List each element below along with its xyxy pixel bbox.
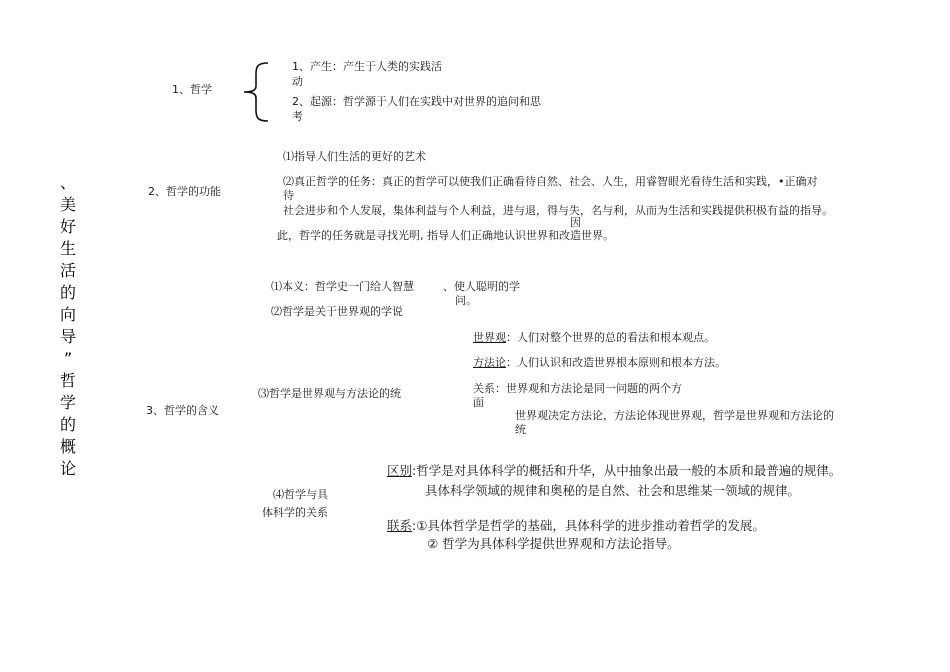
s2-item2-line3: 社会进步和个人发展，集体利益与个人利益，进与退，得与失，名与利，从而为生活和实践提供积极有益的指导。 (283, 204, 833, 217)
vertical-title-char: 导 (59, 327, 76, 346)
s3-item2: ⑵哲学是关于世界观的学说 (271, 305, 403, 318)
difference-line1 (387, 462, 841, 479)
methodology-text: ：人们认识和改造世界根本原则和根本方法。 (506, 356, 726, 369)
s2-item2-line4: 此，哲学的任务就是寻找光明, 指导人们正确地认识世界和改造世界。 (277, 229, 614, 242)
connection-text: :①具体哲学是哲学的基础，具体科学的进步推动着哲学的发展。 (412, 518, 765, 533)
s3-item4-line1: ⑷哲学与具 (273, 488, 328, 501)
difference-text: :哲学是对具体科学的概括和升华，从中抽象出最一般的本质和最普遍的规律。 (412, 463, 842, 478)
vertical-title (58, 172, 78, 480)
difference-label: 区别 (387, 463, 413, 478)
s1-item2-line1: 2、起源：哲学源于人们在实践中对世界的追问和思 (292, 95, 541, 108)
worldview-definition (473, 331, 715, 345)
methodology-definition (473, 356, 726, 370)
relation-line3: 世界观决定方法论，方法论体现世界观，哲学是世界观和方法论的 (515, 409, 834, 422)
s2-item2-yin: 因 (570, 216, 581, 229)
connection-line2: ② 哲学为具体科学提供世界观和方法论指导。 (427, 536, 680, 551)
section-3-label: 3、哲学的含义 (146, 404, 219, 417)
s3-item3: ⑶哲学是世界观与方法论的统 (258, 387, 401, 400)
s2-item1: ⑴指导人们生活的更好的艺术 (283, 150, 426, 163)
relation-line2: 面 (473, 396, 484, 409)
vertical-title-char: 论 (59, 459, 76, 478)
s2-item2-line1: ⑵真正哲学的任务：真正的哲学可以使我们正确看待自然、社会、人生，用睿智眼光看待生活和实践，•正确对 (283, 175, 818, 188)
vertical-title-char: 哲 (59, 371, 76, 390)
vertical-title-char: 美 (59, 195, 76, 214)
difference-line2: 具体科学领域的规律和奥秘的是自然、社会和思维某一领域的规律。 (425, 483, 801, 498)
vertical-title-char: ” (63, 349, 73, 368)
vertical-title-char: 的 (59, 415, 76, 434)
worldview-text: ：人们对整个世界的总的看法和根本观点。 (506, 331, 715, 344)
s1-item2-line2: 考 (292, 110, 303, 123)
section-1-label: 1、哲学 (172, 83, 212, 96)
s3-item1-c: 问。 (455, 294, 477, 307)
connection-label: 联系 (387, 518, 413, 533)
s3-item1-a: ⑴本义：哲学史一门给人智慧 (271, 280, 414, 293)
vertical-title-char: 学 (59, 393, 76, 412)
relation-line4: 统 (515, 423, 526, 436)
vertical-title-char: 的 (59, 283, 76, 302)
worldview-label: 世界观 (473, 331, 506, 344)
brace-icon (242, 62, 272, 122)
s1-item1-line1: 1、产生：产生于人类的实践活 (292, 60, 442, 73)
vertical-title-char: 向 (59, 305, 76, 324)
vertical-title-char: 活 (59, 261, 76, 280)
vertical-title-char: 概 (59, 437, 76, 456)
section-2-label: 2、哲学的功能 (148, 185, 221, 198)
vertical-title-char: 生 (59, 239, 76, 258)
s2-item2-line2: 待 (283, 189, 294, 202)
s3-item4-line2: 体科学的关系 (262, 506, 328, 519)
vertical-title-char: 好 (59, 217, 76, 236)
relation-line1: 关系：世界观和方法论是同一问题的两个方 (473, 382, 682, 395)
vertical-title-char: 、 (59, 173, 76, 192)
methodology-label: 方法论 (473, 356, 506, 369)
connection-line1 (387, 517, 765, 534)
s1-item1-line2: 动 (292, 75, 303, 88)
s3-item1-b: 、使人聪明的学 (443, 280, 520, 293)
